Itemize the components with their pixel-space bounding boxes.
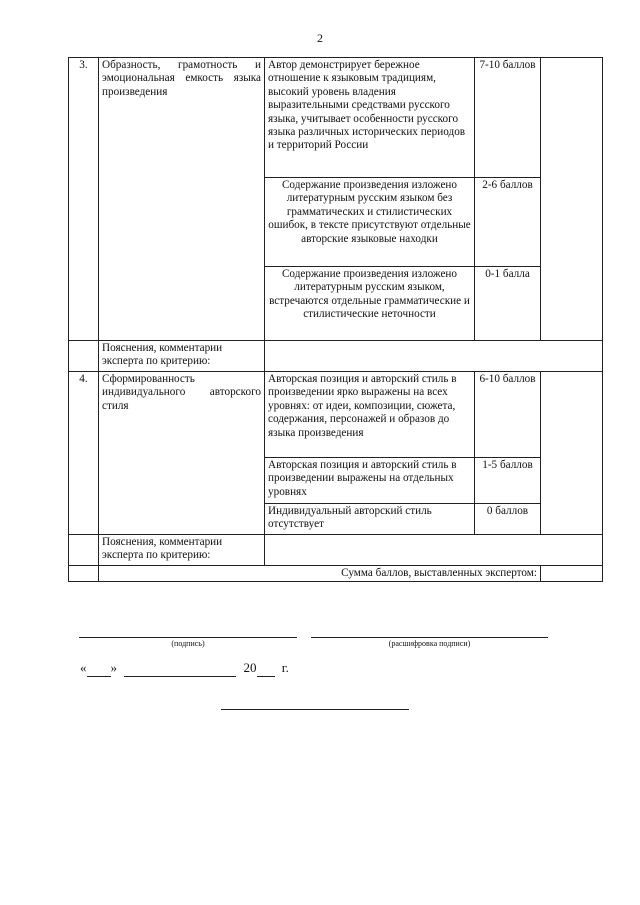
level-description: Индивидуальный авторский стиль отсутствует — [265, 504, 475, 535]
comment-field[interactable] — [265, 341, 603, 372]
level-points: 2-6 баллов — [475, 178, 541, 267]
level-description: Автор демонстрирует бережное отношение к языковым традициям, высокий уровень владения выразительными средствами русского языка, учитывает особенности русского языка различных исторических периодов и территорий России — [265, 58, 475, 178]
year-prefix: 20 — [243, 660, 257, 675]
level-description: Авторская позиция и авторский стиль в произведении выражены на отдельных уровнях — [265, 458, 475, 504]
closing-rule — [221, 709, 409, 710]
sum-value-cell[interactable] — [541, 566, 603, 582]
signature-caption: (подпись) — [79, 637, 297, 648]
year-field[interactable] — [257, 660, 275, 677]
level-points: 6-10 баллов — [475, 372, 541, 458]
page-number: 2 — [317, 31, 323, 45]
expert-score-cell[interactable] — [541, 372, 603, 535]
table-row — [69, 535, 603, 566]
year-suffix: г. — [281, 660, 289, 675]
criterion-name: Образность, грамотность и эмоциональная емкость языка произведения — [99, 58, 265, 341]
table-row — [69, 341, 603, 372]
date-line — [80, 660, 289, 677]
criteria-table — [68, 57, 603, 582]
table-row — [69, 58, 603, 178]
day-field[interactable] — [87, 660, 111, 677]
date-close-quote: » — [110, 660, 117, 675]
criterion-number: 3. — [69, 58, 99, 341]
decode-caption: (расшифровка подписи) — [311, 637, 548, 648]
level-points: 1-5 баллов — [475, 458, 541, 504]
sum-row — [69, 566, 603, 582]
comment-label: Пояснения, комментарии эксперта по критерию: — [99, 341, 265, 372]
criterion-number: 4. — [69, 372, 99, 535]
table-row — [69, 372, 603, 458]
month-field[interactable] — [124, 660, 236, 677]
level-description: Содержание произведения изложено литературным русским языком, встречаются отдельные грамматические и стилистические неточности — [265, 267, 475, 341]
date-open-quote: « — [80, 660, 87, 675]
expert-score-cell[interactable] — [541, 58, 603, 341]
level-points: 0 баллов — [475, 504, 541, 535]
level-points: 0-1 балла — [475, 267, 541, 341]
level-description: Авторская позиция и авторский стиль в произведении ярко выражены на всех уровнях: от идеи, композиции, сюжета, содержания, персонажей и образов до языка произведения — [265, 372, 475, 458]
comment-field[interactable] — [265, 535, 603, 566]
level-description: Содержание произведения изложено литературным русским языком без грамматических и стилистических ошибок, в тексте присутствуют отдельные авторские языковые находки — [265, 178, 475, 267]
sum-label: Сумма баллов, выставленных экспертом: — [99, 566, 541, 582]
comment-label: Пояснения, комментарии эксперта по критерию: — [99, 535, 265, 566]
criterion-name: Сформированность индивидуального авторского стиля — [99, 372, 265, 535]
level-points: 7-10 баллов — [475, 58, 541, 178]
